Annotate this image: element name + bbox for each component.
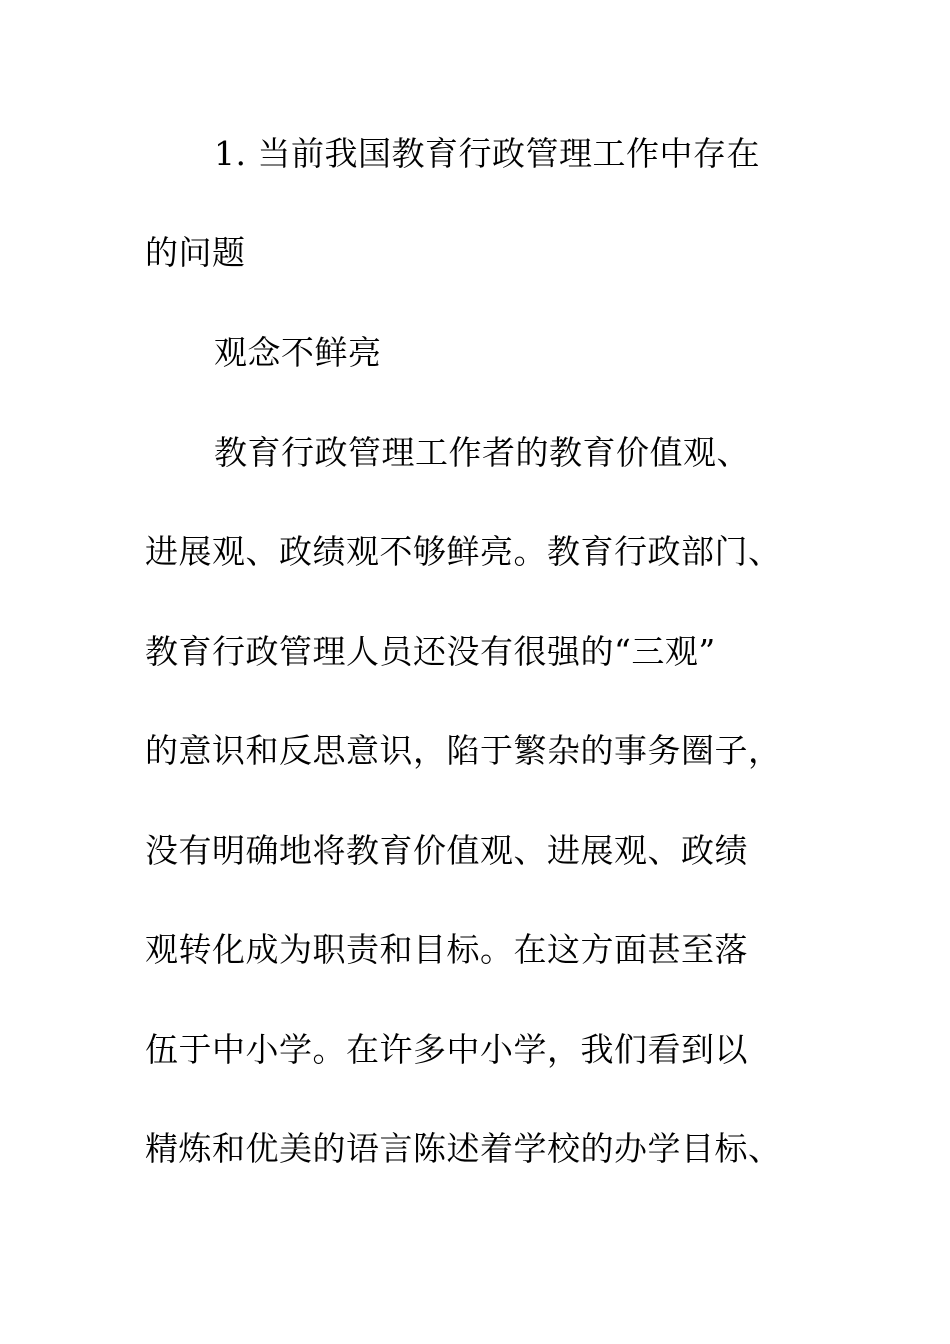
subheading: 观念不鲜亮 [214,333,382,372]
paragraph-line: 观转化成为职责和目标。在这方面甚至落 [145,930,748,969]
paragraph-line: 教育行政管理人员还没有很强的“三观” [145,632,716,671]
paragraph-line: 的意识和反思意识，陷于繁杂的事务圈子， [145,731,782,770]
paragraph-line: 没有明确地将教育价值观、进展观、政绩 [145,831,748,870]
paragraph-line: 精炼和优美的语言陈述着学校的办学目标、 [145,1129,782,1168]
paragraph-line: 伍于中小学。在许多中小学，我们看到以 [145,1030,748,1069]
section-heading-line-1: 1. 当前我国教育行政管理工作中存在 [214,134,760,173]
paragraph-line: 教育行政管理工作者的教育价值观、 [214,433,750,472]
paragraph-line: 进展观、政绩观不够鲜亮。教育行政部门、 [145,532,782,571]
section-heading-line-2: 的问题 [145,233,246,272]
